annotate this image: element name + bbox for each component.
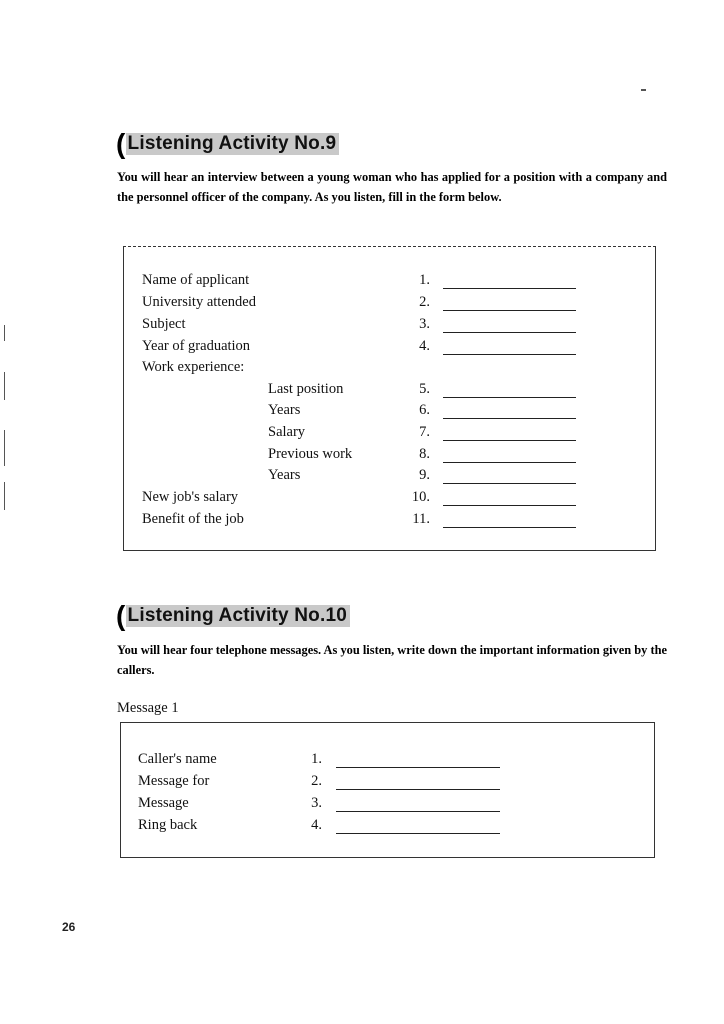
activity-10-instructions: You will hear four telephone messages. As you listen, write down the important information given by the callers. bbox=[117, 643, 667, 677]
form-number: 3. bbox=[419, 316, 430, 332]
page-number: 26 bbox=[62, 920, 76, 934]
form-number: 8. bbox=[419, 446, 430, 462]
scan-margin-mark bbox=[4, 325, 5, 341]
answer-blank-3[interactable] bbox=[443, 332, 576, 333]
scan-dot-mark bbox=[641, 89, 646, 91]
answer-blank-2[interactable] bbox=[443, 310, 576, 311]
form-number: 4. bbox=[419, 338, 430, 354]
scan-margin-mark bbox=[4, 430, 5, 466]
form-label-years: Years bbox=[268, 402, 301, 418]
message-blank-3[interactable] bbox=[336, 811, 500, 812]
form-label-ring-back: Ring back bbox=[138, 817, 198, 833]
answer-blank-11[interactable] bbox=[443, 527, 576, 528]
answer-blank-10[interactable] bbox=[443, 505, 576, 506]
answer-blank-7[interactable] bbox=[443, 440, 576, 441]
form-label-work-experience: Work experience: bbox=[142, 359, 245, 375]
form-label-year-of-graduation: Year of graduation bbox=[142, 338, 251, 354]
form-label-previous-years: Years bbox=[268, 467, 301, 483]
form-label-university-attended: University attended bbox=[142, 294, 256, 310]
message-blank-2[interactable] bbox=[336, 789, 500, 790]
form-number: 10. bbox=[411, 489, 430, 505]
answer-blank-4[interactable] bbox=[443, 354, 576, 355]
answer-blank-6[interactable] bbox=[443, 418, 576, 419]
answer-blank-5[interactable] bbox=[443, 397, 576, 398]
activity-9-instructions: You will hear an interview between a young woman who has applied for a position with a company and the personnel officer of the company. As you listen, fill in the form below. bbox=[117, 170, 667, 204]
form-number: 1. bbox=[419, 272, 430, 288]
message-blank-1[interactable] bbox=[336, 767, 500, 768]
form-label-callers-name: Caller's name bbox=[138, 751, 217, 767]
activity-9-title: Listening Activity No.9 bbox=[126, 133, 340, 155]
message-1-label: Message 1 bbox=[117, 700, 179, 716]
activity-10-title: Listening Activity No.10 bbox=[126, 605, 350, 627]
activity-9-heading bbox=[116, 130, 339, 158]
heading-bracket: ( bbox=[116, 128, 126, 159]
form-number: 2. bbox=[311, 773, 322, 789]
heading-bracket: ( bbox=[116, 600, 126, 631]
form-label-last-position: Last position bbox=[268, 381, 344, 397]
form-label-name-of-applicant: Name of applicant bbox=[142, 272, 250, 288]
form-number: 9. bbox=[419, 467, 430, 483]
form-number: 11. bbox=[412, 511, 430, 527]
message-blank-4[interactable] bbox=[336, 833, 500, 834]
form-number: 3. bbox=[311, 795, 322, 811]
form-label-new-job-salary: New job's salary bbox=[142, 489, 239, 505]
answer-blank-9[interactable] bbox=[443, 483, 576, 484]
form-label-benefit-of-job: Benefit of the job bbox=[142, 511, 244, 527]
form-number: 6. bbox=[419, 402, 430, 418]
answer-blank-8[interactable] bbox=[443, 462, 576, 463]
form-number: 2. bbox=[419, 294, 430, 310]
answer-blank-1[interactable] bbox=[443, 288, 576, 289]
scan-margin-mark bbox=[4, 372, 5, 400]
form-number: 7. bbox=[419, 424, 430, 440]
activity-10-heading bbox=[116, 602, 350, 630]
form-number: 5. bbox=[419, 381, 430, 397]
activity-10-form-box bbox=[120, 722, 655, 858]
form-label-previous-work: Previous work bbox=[268, 446, 353, 462]
form-label-message-for: Message for bbox=[138, 773, 210, 789]
form-label-salary: Salary bbox=[268, 424, 306, 440]
form-number: 1. bbox=[311, 751, 322, 767]
form-label-message: Message bbox=[138, 795, 189, 811]
form-label-subject: Subject bbox=[142, 316, 186, 332]
scan-margin-mark bbox=[4, 482, 5, 510]
form-number: 4. bbox=[311, 817, 322, 833]
